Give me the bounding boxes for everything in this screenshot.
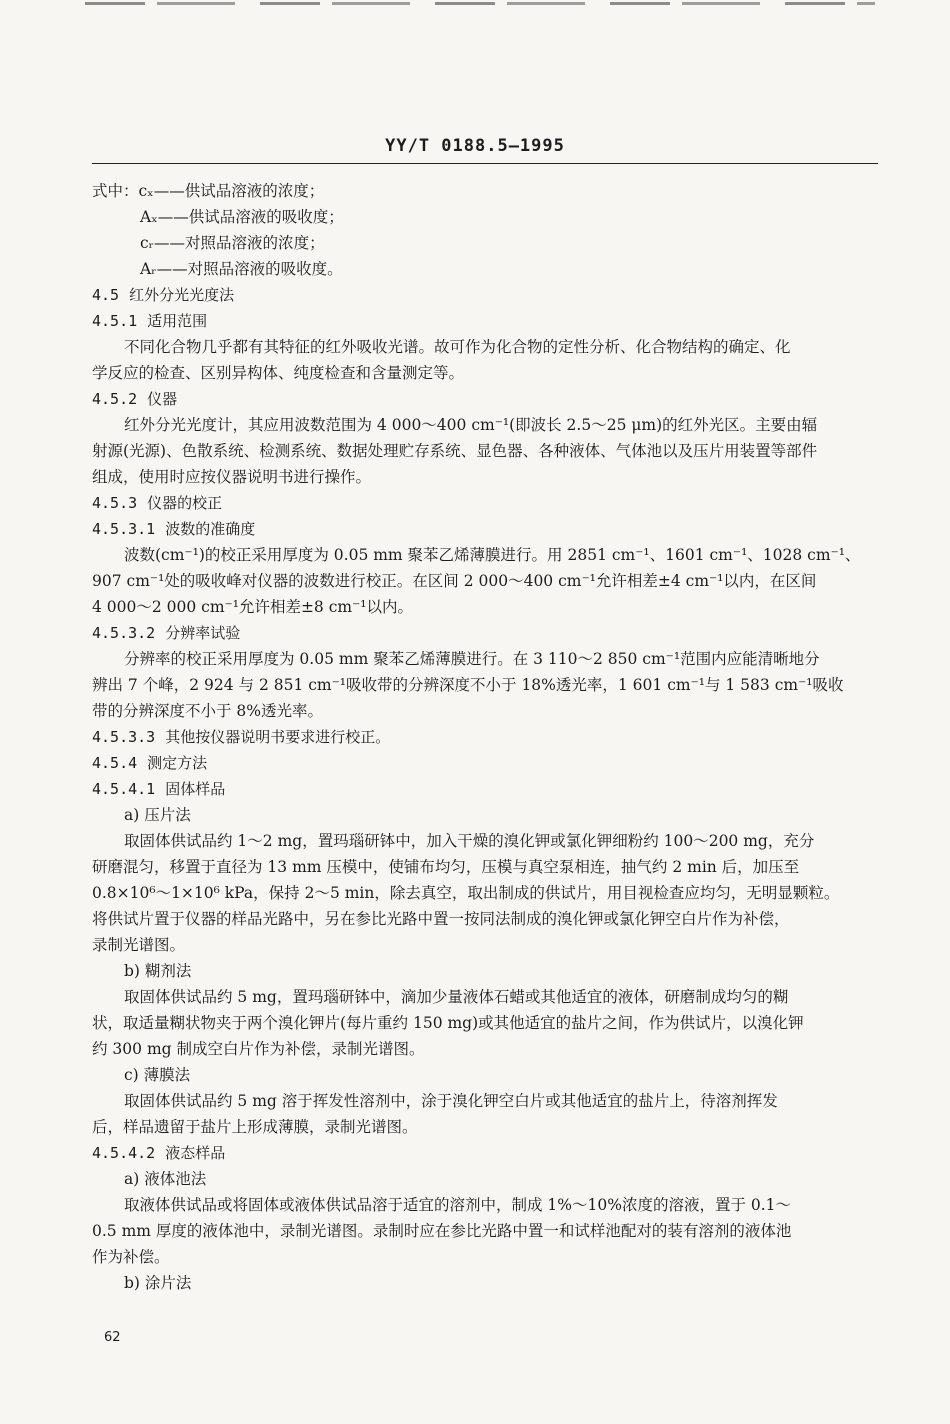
paragraph-line: 907 cm⁻¹处的吸收峰对仪器的波数进行校正。在区间 2 000～400 cm⁻¹允许相差±4 cm⁻¹以内，在区间 <box>92 572 817 590</box>
paragraph-line: 0.8×10⁶～1×10⁶ kPa，保持 2～5 min，除去真空，取出制成的供试片，用目视检查应均匀，无明显颗粒。 <box>92 884 840 902</box>
subsection-film: c) 薄膜法 <box>124 1066 191 1084</box>
paragraph-line: 取固体供试品约 1～2 mg，置玛瑙研钵中，加入干燥的溴化钾或氯化钾细粉约 100～200 mg，充分 <box>124 832 815 850</box>
document-body <box>92 178 878 1296</box>
paragraph-line: 分辨率的校正采用厚度为 0.05 mm 聚苯乙烯薄膜进行。在 3 110～2 850 cm⁻¹范围内应能清晰地分 <box>124 650 820 668</box>
definition-ar: Aᵣ——对照品溶液的吸收度。 <box>140 260 343 278</box>
section-4-5 <box>92 282 878 308</box>
scan-artifact-line <box>85 2 875 5</box>
paragraph-line: 4 000～2 000 cm⁻¹允许相差±8 cm⁻¹以内。 <box>92 598 413 616</box>
section-title: 仪器 <box>147 390 178 408</box>
section-4-5-3-3 <box>92 724 878 750</box>
paragraph-line: 不同化合物几乎都有其特征的红外吸收光谱。故可作为化合物的定性分析、化合物结构的确定、化 <box>124 338 791 356</box>
section-title: 仪器的校正 <box>147 494 223 512</box>
section-number: 4.5.3.2 <box>92 624 156 642</box>
section-number: 4.5.4.1 <box>92 780 156 798</box>
section-number: 4.5.1 <box>92 312 138 330</box>
section-4-5-1 <box>92 308 878 334</box>
paragraph-line: 红外分光光度计，其应用波数范围为 4 000～400 cm⁻¹(即波长 2.5～25 μm)的红外光区。主要由辐 <box>124 416 818 434</box>
section-4-5-4-2 <box>92 1140 878 1166</box>
paragraph-line: 取液体供试品或将固体或液体供试品溶于适宜的溶剂中，制成 1%～10%浓度的溶液，置于 0.1～ <box>124 1196 792 1214</box>
paragraph-line: 后，样品遗留于盐片上形成薄膜，录制光谱图。 <box>92 1118 418 1136</box>
section-number: 4.5.3.3 <box>92 728 156 746</box>
definition-cr: cᵣ——对照品溶液的浓度； <box>140 234 325 252</box>
definition-ax: Aₓ——供试品溶液的吸收度； <box>140 208 344 226</box>
section-number: 4.5.4 <box>92 754 138 772</box>
section-title: 红外分光光度法 <box>129 286 235 304</box>
section-4-5-3 <box>92 490 878 516</box>
paragraph-line: 射源(光源)、色散系统、检测系统、数据处理贮存系统、显色器、各种液体、气体池以及压片用装置等部件 <box>92 442 818 460</box>
section-number: 4.5 <box>92 286 120 304</box>
subsection-mull: b) 糊剂法 <box>124 962 192 980</box>
section-4-5-4 <box>92 750 878 776</box>
subsection-smear: b) 涂片法 <box>124 1274 192 1292</box>
paragraph-line: 带的分辨深度不小于 8%透光率。 <box>92 702 324 720</box>
section-title: 分辨率试验 <box>165 624 241 642</box>
paragraph-line: 取固体供试品约 5 mg 溶于挥发性溶剂中，涂于溴化钾空白片或其他适宜的盐片上，待溶剂挥发 <box>124 1092 778 1110</box>
section-number: 4.5.2 <box>92 390 138 408</box>
paragraph-line: 作为补偿。 <box>92 1248 170 1266</box>
header-rule <box>92 163 878 164</box>
section-number: 4.5.3.1 <box>92 520 156 538</box>
standard-code-header: YY/T 0188.5—1995 <box>385 136 565 156</box>
paragraph-line: 学反应的检查、区别异构体、纯度检查和含量测定等。 <box>92 364 465 382</box>
section-title: 波数的准确度 <box>165 520 256 538</box>
section-number: 4.5.4.2 <box>92 1144 156 1162</box>
paragraph-line: 组成，使用时应按仪器说明书进行操作。 <box>92 468 372 486</box>
section-title: 固体样品 <box>165 780 226 798</box>
section-number: 4.5.3 <box>92 494 138 512</box>
paragraph-line: 取固体供试品约 5 mg，置玛瑙研钵中，滴加少量液体石蜡或其他适宜的液体，研磨制成均匀的糊 <box>124 988 789 1006</box>
section-4-5-4-1 <box>92 776 878 802</box>
paragraph-line: 研磨混匀，移置于直径为 13 mm 压模中，使铺布均匀，压模与真空泵相连，抽气约 2 min 后，加压至 <box>92 858 800 876</box>
paragraph-line: 状，取适量糊状物夹于两个溴化钾片(每片重约 150 mg)或其他适宜的盐片之间，作为供试片，以溴化钾 <box>92 1014 804 1032</box>
section-title: 适用范围 <box>147 312 208 330</box>
paragraph-line: 波数(cm⁻¹)的校正采用厚度为 0.05 mm 聚苯乙烯薄膜进行。用 2851 cm⁻¹、1601 cm⁻¹、1028 cm⁻¹、 <box>124 546 861 564</box>
subsection-pressed-disc: a) 压片法 <box>124 806 191 824</box>
page-number: 62 <box>104 1330 121 1345</box>
paragraph-line: 辨出 7 个峰，2 924 与 2 851 cm⁻¹吸收带的分辨深度不小于 18%透光率，1 601 cm⁻¹与 1 583 cm⁻¹吸收 <box>92 676 844 694</box>
paragraph-line: 约 300 mg 制成空白片作为补偿，录制光谱图。 <box>92 1040 425 1058</box>
section-4-5-2 <box>92 386 878 412</box>
paragraph-line: 录制光谱图。 <box>92 936 186 954</box>
paragraph-line: 0.5 mm 厚度的液体池中，录制光谱图。录制时应在参比光路中置一和试样池配对的装有溶剂的液体池 <box>92 1222 792 1240</box>
definition-cx: 式中：cₓ——供试品溶液的浓度； <box>92 182 325 200</box>
subsection-liquid-cell: a) 液体池法 <box>124 1170 207 1188</box>
section-title: 液态样品 <box>165 1144 226 1162</box>
section-4-5-3-1 <box>92 516 878 542</box>
section-title: 测定方法 <box>147 754 208 772</box>
section-4-5-3-2 <box>92 620 878 646</box>
paragraph-line: 将供试片置于仪器的样品光路中，另在参比光路中置一按同法制成的溴化钾或氯化钾空白片作为补偿， <box>92 910 790 928</box>
section-title: 其他按仪器说明书要求进行校正。 <box>165 728 391 746</box>
